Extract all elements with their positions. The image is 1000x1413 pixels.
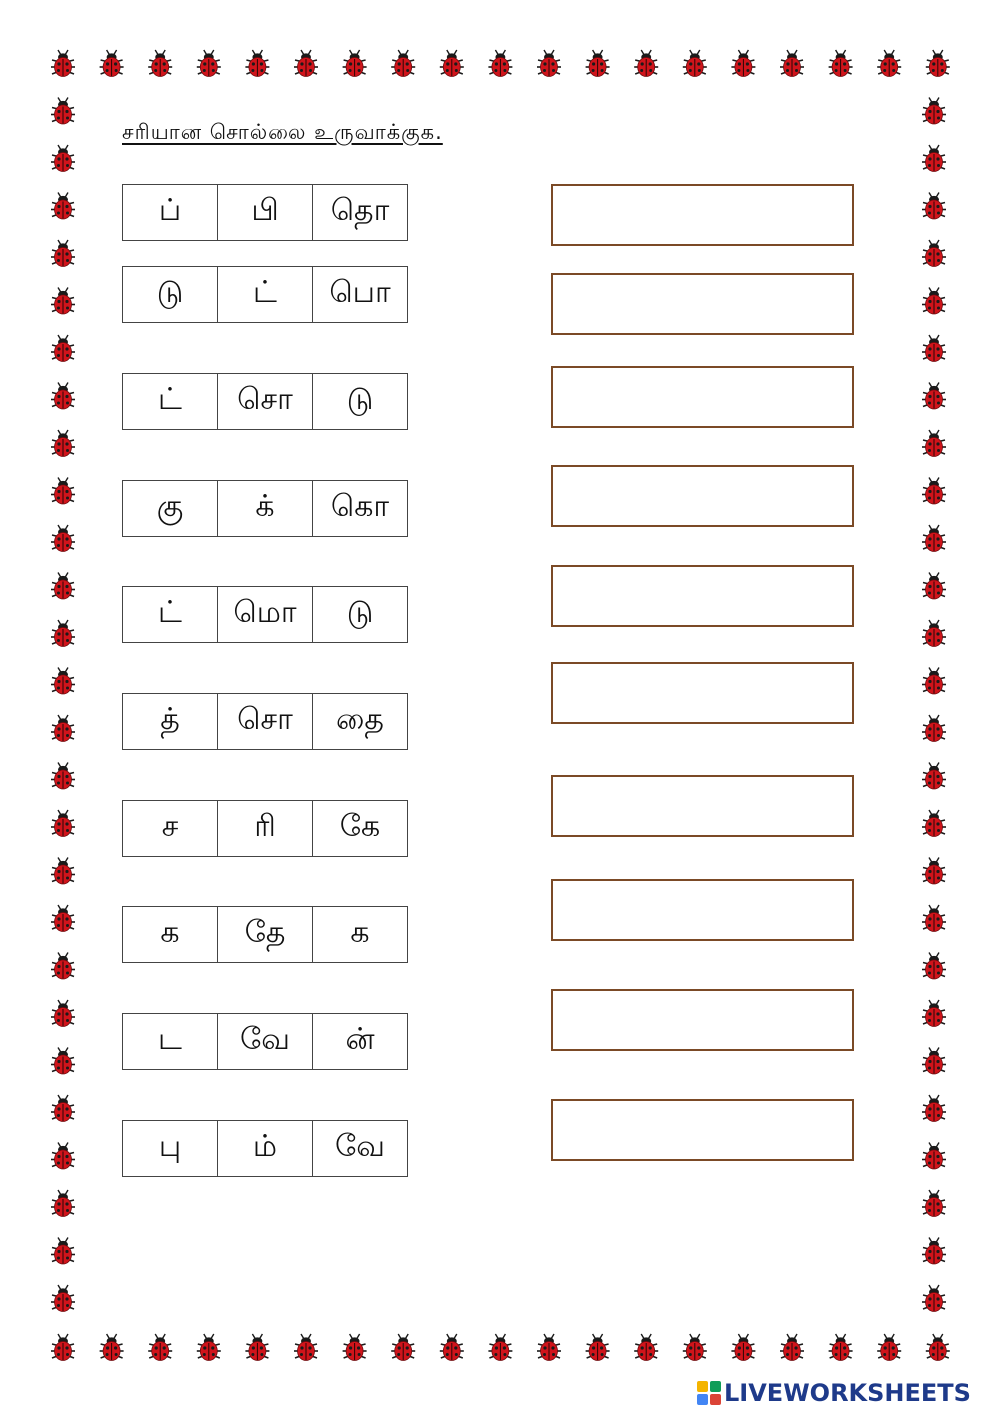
letter-tiles: [122, 480, 408, 537]
ladybug-icon: [51, 715, 75, 742]
ladybug-icon: [51, 810, 75, 837]
letter-tiles: [122, 1013, 408, 1070]
answer-input[interactable]: [551, 366, 854, 428]
letter-tile: மொ: [218, 587, 313, 642]
letter-tile: வே: [218, 1014, 313, 1069]
ladybug-icon: [922, 1048, 946, 1075]
letter-tile: தொ: [330, 193, 390, 228]
letter-tile: ரி: [218, 801, 313, 856]
letter-tiles-row: [122, 586, 408, 643]
answer-input[interactable]: [551, 1099, 854, 1161]
ladybug-icon: [922, 525, 946, 552]
letter-tile: ப்: [123, 185, 218, 240]
ladybug-icon: [51, 1000, 75, 1027]
ladybug-icon: [922, 1000, 946, 1027]
letter-tile: ச: [123, 801, 218, 856]
ladybug-icon: [51, 573, 75, 600]
ladybug-icon: [922, 573, 946, 600]
letter-tile: பு: [123, 1121, 218, 1176]
ladybug-icon: [922, 1143, 946, 1170]
ladybug-icon: [51, 1238, 75, 1265]
brand-name: LIVEWORKSHEETS: [724, 1379, 971, 1407]
ladybug-icon: [245, 1334, 269, 1361]
ladybug-icon: [343, 1334, 367, 1361]
ladybug-icon: [51, 1190, 75, 1217]
ladybug-icon: [51, 668, 75, 695]
letter-tile: ன்: [345, 1022, 375, 1057]
answer-input[interactable]: [551, 184, 854, 246]
ladybug-icon: [922, 430, 946, 457]
ladybug-icon: [922, 858, 946, 885]
ladybug-icon: [51, 905, 75, 932]
ladybug-icon: [51, 478, 75, 505]
ladybug-icon: [922, 1095, 946, 1122]
ladybug-icon: [51, 1285, 75, 1312]
letter-tile: தே: [218, 907, 313, 962]
ladybug-icon: [245, 50, 269, 77]
ladybug-icon: [51, 1048, 75, 1075]
ladybug-icon: [488, 1334, 512, 1361]
ladybug-icon: [148, 1334, 172, 1361]
ladybug-icon: [634, 50, 658, 77]
ladybug-icon: [922, 383, 946, 410]
ladybug-icon: [51, 98, 75, 125]
ladybug-icon: [922, 1285, 946, 1312]
ladybug-icon: [922, 953, 946, 980]
answer-input[interactable]: [551, 465, 854, 527]
letter-tiles-row: [122, 906, 408, 963]
ladybug-icon: [391, 50, 415, 77]
ladybug-icon: [537, 50, 561, 77]
ladybug-icon: [440, 50, 464, 77]
letter-tiles-row: [122, 373, 408, 430]
ladybug-icon: [197, 1334, 221, 1361]
ladybug-icon: [922, 905, 946, 932]
ladybug-icon: [51, 288, 75, 315]
ladybug-icon: [922, 478, 946, 505]
ladybug-icon: [294, 1334, 318, 1361]
ladybug-icon: [634, 1334, 658, 1361]
ladybug-icon: [51, 858, 75, 885]
answer-input[interactable]: [551, 775, 854, 837]
letter-tiles: [122, 1120, 408, 1177]
instruction-heading: சரியான சொல்லை உருவாக்குக.: [122, 120, 443, 144]
ladybug-icon: [877, 50, 901, 77]
ladybug-icon: [100, 50, 124, 77]
letter-tiles: [122, 693, 408, 750]
ladybug-icon: [922, 810, 946, 837]
letter-tiles-row: [122, 800, 408, 857]
brand-footer: [697, 1378, 971, 1408]
ladybug-icon: [922, 1238, 946, 1265]
ladybug-icon: [683, 1334, 707, 1361]
letter-tile: ம்: [218, 1121, 313, 1176]
letter-tile: ட: [123, 1014, 218, 1069]
letter-tiles-row: [122, 266, 408, 323]
ladybug-icon: [922, 668, 946, 695]
ladybug-icon: [922, 98, 946, 125]
ladybug-icon: [922, 193, 946, 220]
letter-tile: டு: [123, 267, 218, 322]
ladybug-icon: [51, 1143, 75, 1170]
ladybug-icon: [197, 50, 221, 77]
letter-tiles-row: [122, 693, 408, 750]
letter-tile: கொ: [330, 489, 390, 524]
letter-tiles: [122, 184, 408, 241]
ladybug-icon: [51, 620, 75, 647]
ladybug-icon: [51, 193, 75, 220]
ladybug-icon: [391, 1334, 415, 1361]
ladybug-icon: [922, 240, 946, 267]
ladybug-icon: [922, 763, 946, 790]
ladybug-icon: [51, 1334, 75, 1361]
answer-input[interactable]: [551, 879, 854, 941]
letter-tile: சொ: [218, 694, 313, 749]
letter-tile: ட்: [123, 374, 218, 429]
letter-tiles: [122, 373, 408, 430]
ladybug-icon: [922, 1190, 946, 1217]
ladybug-icon: [148, 50, 172, 77]
ladybug-icon: [440, 1334, 464, 1361]
ladybug-icon: [488, 50, 512, 77]
letter-tile: டு: [346, 382, 374, 417]
ladybug-icon: [51, 525, 75, 552]
ladybug-icon: [537, 1334, 561, 1361]
ladybug-icon: [51, 763, 75, 790]
ladybug-icon: [586, 1334, 610, 1361]
letter-tile: பொ: [329, 275, 391, 310]
answer-input[interactable]: [551, 662, 854, 724]
letter-tile: த்: [123, 694, 218, 749]
ladybug-icon: [877, 1334, 901, 1361]
ladybug-icon: [922, 620, 946, 647]
ladybug-icon: [829, 50, 853, 77]
ladybug-icon: [51, 50, 75, 77]
letter-tiles: [122, 266, 408, 323]
letter-tile: பி: [218, 185, 313, 240]
ladybug-icon: [51, 383, 75, 410]
ladybug-icon: [51, 335, 75, 362]
letter-tile: கு: [123, 481, 218, 536]
letter-tile: டு: [346, 595, 374, 630]
letter-tile: க: [350, 915, 370, 950]
ladybug-icon: [51, 430, 75, 457]
ladybug-icon: [780, 50, 804, 77]
letter-tiles-row: [122, 1013, 408, 1070]
ladybug-icon: [294, 50, 318, 77]
ladybug-icon: [100, 1334, 124, 1361]
ladybug-icon: [51, 145, 75, 172]
ladybug-icon: [922, 715, 946, 742]
ladybug-icon: [51, 240, 75, 267]
letter-tile: ட்: [123, 587, 218, 642]
letter-tile: வே: [334, 1129, 385, 1164]
letter-tiles: [122, 586, 408, 643]
letter-tiles-row: [122, 184, 408, 241]
letter-tiles-row: [122, 480, 408, 537]
ladybug-icon: [343, 50, 367, 77]
ladybug-icon: [586, 50, 610, 77]
ladybug-icon: [683, 50, 707, 77]
ladybug-icon: [922, 288, 946, 315]
letter-tile: க்: [218, 481, 313, 536]
letter-tiles: [122, 800, 408, 857]
ladybug-icon: [51, 1095, 75, 1122]
answer-input[interactable]: [551, 273, 854, 335]
ladybug-icon: [51, 953, 75, 980]
ladybug-icon: [926, 1334, 950, 1361]
ladybug-icon: [926, 50, 950, 77]
liveworksheets-logo-icon: [697, 1381, 721, 1405]
letter-tiles-row: [122, 1120, 408, 1177]
answer-input[interactable]: [551, 989, 854, 1051]
ladybug-icon: [922, 145, 946, 172]
ladybug-icon: [829, 1334, 853, 1361]
letter-tile: க: [123, 907, 218, 962]
letter-tile: சொ: [218, 374, 313, 429]
answer-input[interactable]: [551, 565, 854, 627]
letter-tile: கே: [339, 809, 381, 844]
letter-tiles: [122, 906, 408, 963]
letter-tile: ட்: [218, 267, 313, 322]
ladybug-icon: [922, 335, 946, 362]
ladybug-icon: [731, 1334, 755, 1361]
letter-tile: தை: [336, 702, 384, 737]
ladybug-icon: [780, 1334, 804, 1361]
ladybug-icon: [731, 50, 755, 77]
